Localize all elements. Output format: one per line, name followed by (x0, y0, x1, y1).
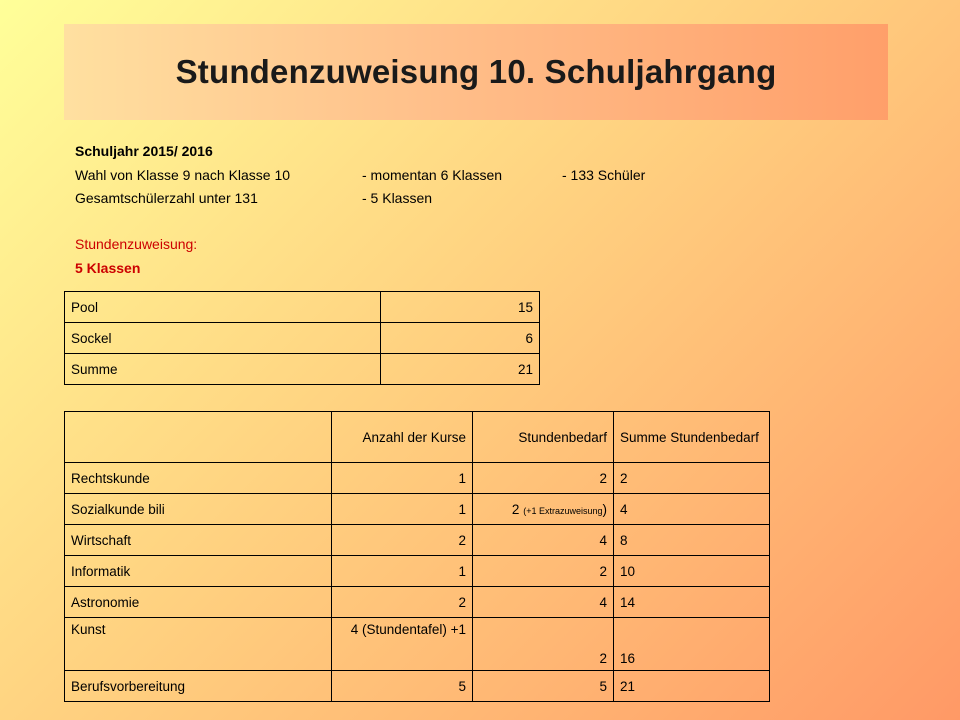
need-cell: 4 (473, 525, 614, 556)
pool-value: 15 (381, 292, 540, 323)
subject-cell: Berufsvorbereitung (65, 671, 332, 702)
table-row (65, 323, 540, 354)
subject-cell: Informatik (65, 556, 332, 587)
page-title: Stundenzuweisung 10. Schuljahrgang (175, 53, 777, 90)
table-row (65, 292, 540, 323)
allocation-label: Stundenzuweisung: (75, 236, 198, 252)
sum-cell: 2 (614, 463, 770, 494)
need-note: (+1 Extrazuweisung (523, 505, 603, 516)
courses-cell: 1 (332, 494, 473, 525)
course-table (64, 411, 770, 702)
pool-label: Pool (65, 292, 381, 323)
info-line2-text: Gesamtschülerzahl unter 131 (75, 190, 258, 206)
school-year: Schuljahr 2015/ 2016 (75, 143, 213, 159)
sum-cell: 21 (614, 671, 770, 702)
header-need: Stundenbedarf (473, 412, 614, 463)
table-row (65, 525, 770, 556)
courses-cell: 2 (332, 525, 473, 556)
pool-table (64, 291, 540, 385)
sum-cell: 16 (614, 618, 770, 671)
courses-cell: 1 (332, 463, 473, 494)
table-row (65, 618, 770, 671)
subject-cell: Sozialkunde bili (65, 494, 332, 525)
info-line1-text: Wahl von Klasse 9 nach Klasse 10 (75, 167, 291, 183)
need-cell: 2 (+1 Extrazuweisung) (473, 494, 614, 525)
title-banner (64, 24, 888, 120)
sum-cell: 14 (614, 587, 770, 618)
subject-cell: Kunst (65, 618, 332, 671)
subject-cell: Wirtschaft (65, 525, 332, 556)
courses-cell: 2 (332, 587, 473, 618)
subject-cell: Astronomie (65, 587, 332, 618)
allocation-value: 5 Klassen (75, 260, 141, 276)
courses-cell: 5 (332, 671, 473, 702)
sum-cell: 8 (614, 525, 770, 556)
courses-cell: 1 (332, 556, 473, 587)
info-line1-students: - 133 Schüler (562, 167, 646, 183)
need-cell: 4 (473, 587, 614, 618)
sockel-label: Sockel (65, 323, 381, 354)
need-cell: 2 (473, 463, 614, 494)
sockel-value: 6 (381, 323, 540, 354)
need-cell: 2 (473, 618, 614, 671)
courses-cell: 4 (Stundentafel) +1 (332, 618, 473, 671)
subject-cell: Rechtskunde (65, 463, 332, 494)
table-row (65, 587, 770, 618)
table-header-row (65, 412, 770, 463)
sum-cell: 4 (614, 494, 770, 525)
header-empty (65, 412, 332, 463)
table-row (65, 354, 540, 385)
need-cell: 2 (473, 556, 614, 587)
need-value: 2 (511, 501, 520, 517)
info-line1-classes: - momentan 6 Klassen (362, 167, 503, 183)
header-courses: Anzahl der Kurse (332, 412, 473, 463)
summe-label: Summe (65, 354, 381, 385)
info-line2-classes: - 5 Klassen (362, 190, 433, 206)
table-row (65, 494, 770, 525)
table-row (65, 463, 770, 494)
summe-value: 21 (381, 354, 540, 385)
sum-cell: 10 (614, 556, 770, 587)
header-sum: Summe Stundenbedarf (614, 412, 770, 463)
need-cell: 5 (473, 671, 614, 702)
table-row (65, 556, 770, 587)
table-row (65, 671, 770, 702)
